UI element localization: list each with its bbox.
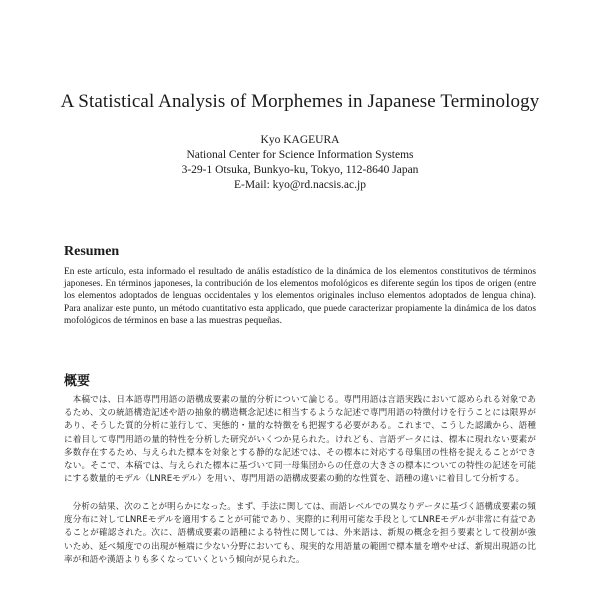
resumen-heading: Resumen	[64, 244, 120, 259]
author-address: 3-29-1 Otsuka, Bunkyo-ku, Tokyo, 112-8640 Japan	[181, 164, 419, 176]
resumen-text: En este artículo, esta informado el resultado de anális estadístico de la dinámica de los elementos constitutivos de términos japoneses. En términos japoneses, la contribución de los elementos mofológicos es diferente según los tipos de origen (entre los elementos adoptados de lenguas occidentales y los elementos originales incluso elementos adoptados de lengua china). Para analizar este punto, un método cuantitativo esta applicado, que puede caracterizar propiamente la dinámica de los datos mofológicos de términos en base a las muestras pequeñas.	[64, 267, 536, 326]
gaiyo-paragraph-2-text: 分析の結果、次のことが明らかになった。まず、手法に関しては、而語レベルでの異なりデータに基づく語構成要素の頻度分布に対してLNREモデルを適用することが可能であり、実際的に利用可能な手段としてLNREモデルが非常に有益であることが確認された。次に、語構成要素の語種による特性に関しては、外来語は、新規の概念を担う要素として役割が強いため、延べ頻度での出現が極端に少ない分野においても、現実的な用語量の範囲で標本量を増やせば、新規出現語の比率が和語や漢語よりも多くなっていくという傾向が見られた。	[64, 502, 536, 565]
gaiyo-paragraph-1-text: 本稿では、日本語専門用語の語構成要素の量的分析について論じる。専門用語は言語実践において認められる対象であるため、文の統語構造記述や語の抽象的構造概念記述に相当するような記述で専門用語の特徴付けを行うことには限界があり、そうした質的分析に並行して、実態的・量的な特徴をも把握する必要がある。これまで、こうした認識から、語種に着目して専門用語の量的特性を分析した研究がいくつか見られた。けれども、言語データには、標本に現れない要素が多数存在するため、与えられた標本を対象とする静的な記述では、その標本に対応する母集団の性格を捉えることができない。そこで、本稿では、与えられた標本に基づいて同一母集団からの任意の大きさの標本についての特性の記述を可能にする数量的モデル（LNREモデル）を用い、専門用語の語構成要素の動的な性質を、語種の違いに着目して分析する。	[64, 395, 536, 485]
author-block	[60, 133, 540, 193]
author-email: E-Mail: kyo@rd.nacsis.ac.jp	[234, 179, 366, 191]
gaiyo-paragraph-2	[64, 501, 536, 567]
author-name: Kyo KAGEURA	[260, 134, 340, 146]
paper-title: A Statistical Analysis of Morphemes in Japanese Terminology	[60, 91, 540, 112]
gaiyo-paragraph-1	[64, 394, 536, 486]
gaiyo-heading: 概要	[64, 374, 91, 389]
author-affiliation: National Center for Science Information Systems	[186, 149, 414, 161]
